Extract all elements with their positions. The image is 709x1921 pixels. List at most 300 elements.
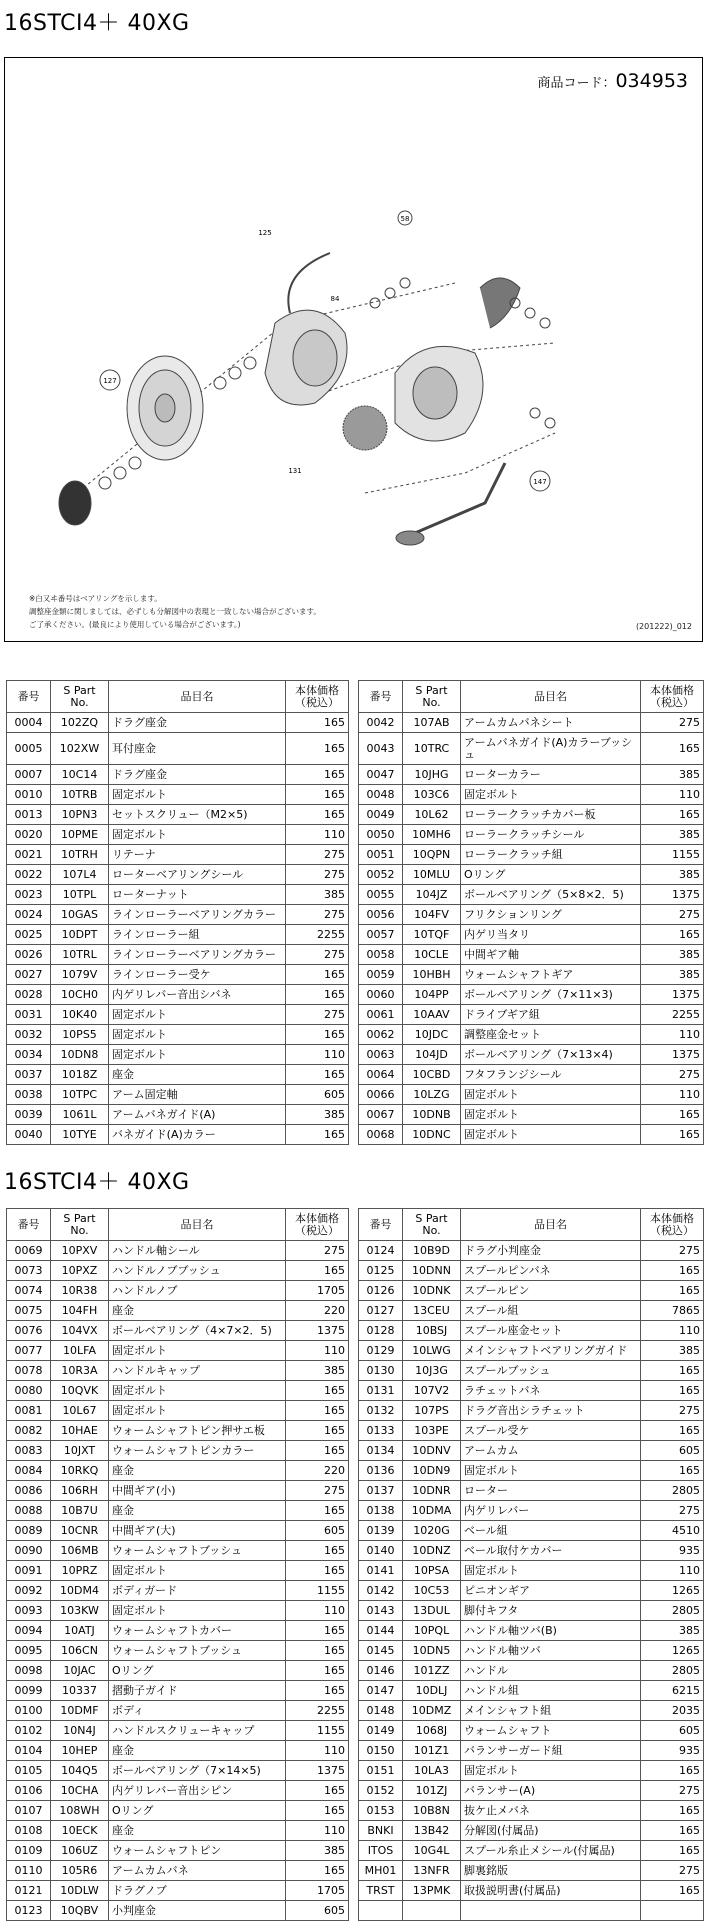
- header-price: 本体価格（税込）: [641, 1209, 704, 1241]
- part-number: 0126: [359, 1281, 403, 1301]
- part-price: 165: [641, 1881, 704, 1901]
- part-number: 0137: [359, 1481, 403, 1501]
- part-number: 0133: [359, 1421, 403, 1441]
- s-part-no: 10DNR: [403, 1481, 461, 1501]
- s-part-no: 10TQF: [403, 925, 461, 945]
- part-price: 2035: [641, 1701, 704, 1721]
- header-price: 本体価格（税込）: [286, 1209, 349, 1241]
- s-part-no: 104PP: [403, 985, 461, 1005]
- part-name: アーム固定軸: [109, 1085, 286, 1105]
- table-row: [7, 1281, 704, 1301]
- s-part-no: 10R38: [51, 1281, 109, 1301]
- part-name: スプールピン: [461, 1281, 641, 1301]
- part-number: 0129: [359, 1341, 403, 1361]
- part-price: 165: [286, 1125, 349, 1145]
- table-row: [7, 1681, 704, 1701]
- product-code-label: 商品コード：: [537, 76, 616, 91]
- part-price: 165: [286, 785, 349, 805]
- s-part-no: 10AAV: [403, 1005, 461, 1025]
- page-title-2: 16STCI4＋ 40XG: [4, 1170, 190, 1195]
- s-part-no: 105R6: [51, 1861, 109, 1881]
- table-row: [7, 1841, 704, 1861]
- part-number: 0102: [7, 1721, 51, 1741]
- part-price: 165: [286, 1421, 349, 1441]
- part-number: 0056: [359, 905, 403, 925]
- part-number: MH01: [359, 1861, 403, 1881]
- part-number: 0152: [359, 1781, 403, 1801]
- s-part-no: 10JDC: [403, 1025, 461, 1045]
- part-number: 0051: [359, 845, 403, 865]
- s-part-no: 106RH: [51, 1481, 109, 1501]
- part-number: 0024: [7, 905, 51, 925]
- part-number: 0055: [359, 885, 403, 905]
- part-price: 165: [286, 1401, 349, 1421]
- part-price: 165: [641, 1841, 704, 1861]
- part-price: 110: [286, 1821, 349, 1841]
- part-number: 0136: [359, 1461, 403, 1481]
- table-row: [7, 713, 704, 733]
- part-number: 0060: [359, 985, 403, 1005]
- part-price: 275: [641, 1241, 704, 1261]
- s-part-no: 10PS5: [51, 1025, 109, 1045]
- s-part-no: 10QPN: [403, 845, 461, 865]
- part-number: 0047: [359, 765, 403, 785]
- part-number: 0027: [7, 965, 51, 985]
- part-name: 内ゲリレバー音出シバネ: [109, 985, 286, 1005]
- header-name: 品目名: [109, 681, 286, 713]
- part-price: 1375: [641, 985, 704, 1005]
- part-price: 1265: [641, 1581, 704, 1601]
- part-name: 固定ボルト: [461, 1761, 641, 1781]
- part-number: 0123: [7, 1901, 51, 1921]
- s-part-no: 10TPL: [51, 885, 109, 905]
- diagram-label: 127: [103, 377, 117, 385]
- s-part-no: 103PE: [403, 1421, 461, 1441]
- part-price: 1375: [641, 885, 704, 905]
- s-part-no: 107PS: [403, 1401, 461, 1421]
- part-price: 2805: [641, 1661, 704, 1681]
- part-name: 固定ボルト: [461, 1105, 641, 1125]
- part-price: 165: [286, 1641, 349, 1661]
- part-price: 275: [641, 1065, 704, 1085]
- s-part-no: 10J3G: [403, 1361, 461, 1381]
- table-row: [7, 905, 704, 925]
- part-name: ハンドル軸ツバ(B): [461, 1621, 641, 1641]
- part-name: 耳付座金: [109, 733, 286, 765]
- part-name: 固定ボルト: [109, 1045, 286, 1065]
- part-number: 0068: [359, 1125, 403, 1145]
- diagram-label: 125: [258, 229, 272, 237]
- part-name: 固定ボルト: [109, 785, 286, 805]
- s-part-no: 1079V: [51, 965, 109, 985]
- part-number: 0125: [359, 1261, 403, 1281]
- s-part-no: 106CN: [51, 1641, 109, 1661]
- part-price: 275: [641, 905, 704, 925]
- s-part-no: 13NFR: [403, 1861, 461, 1881]
- part-number: 0063: [359, 1045, 403, 1065]
- part-name: 調整座金セット: [461, 1025, 641, 1045]
- part-number: 0121: [7, 1881, 51, 1901]
- table-header-row: [7, 681, 704, 713]
- table-row: [7, 1481, 704, 1501]
- part-price: 385: [641, 1621, 704, 1641]
- part-name: 座金: [109, 1301, 286, 1321]
- table-row: [7, 1241, 704, 1261]
- s-part-no: 103KW: [51, 1601, 109, 1621]
- part-number: 0144: [359, 1621, 403, 1641]
- part-price: 4510: [641, 1521, 704, 1541]
- part-price: 6215: [641, 1681, 704, 1701]
- part-price: 165: [641, 1125, 704, 1145]
- part-number: 0150: [359, 1741, 403, 1761]
- part-price: 275: [286, 945, 349, 965]
- part-name: ハンドル軸ツバ: [461, 1641, 641, 1661]
- table-row: [7, 1065, 704, 1085]
- s-part-no: 102ZQ: [51, 713, 109, 733]
- part-number: 0105: [7, 1761, 51, 1781]
- part-price: 165: [641, 1381, 704, 1401]
- s-part-no: 10C53: [403, 1581, 461, 1601]
- table-row: [7, 1761, 704, 1781]
- s-part-no: 107AB: [403, 713, 461, 733]
- table-row: [7, 1641, 704, 1661]
- s-part-no: 104FH: [51, 1301, 109, 1321]
- part-number: 0100: [7, 1701, 51, 1721]
- part-number: 0090: [7, 1541, 51, 1561]
- part-name: ラインローラーベアリングカラー: [109, 905, 286, 925]
- part-name: 中間ギア軸: [461, 945, 641, 965]
- part-number: 0095: [7, 1641, 51, 1661]
- part-name: Oリング: [109, 1801, 286, 1821]
- part-name: アームバネガイド(A): [109, 1105, 286, 1125]
- part-name: 座金: [109, 1065, 286, 1085]
- part-price: 275: [286, 845, 349, 865]
- part-price: 1265: [641, 1641, 704, 1661]
- s-part-no: 10ATJ: [51, 1621, 109, 1641]
- table-row: [7, 825, 704, 845]
- part-name: ドラグ座金: [109, 713, 286, 733]
- part-price: 7865: [641, 1301, 704, 1321]
- part-name: ウォームシャフトピン: [109, 1841, 286, 1861]
- s-part-no: 10HAE: [51, 1421, 109, 1441]
- table-header-row: [7, 1209, 704, 1241]
- part-name: ドライブギア組: [461, 1005, 641, 1025]
- part-number: 0076: [7, 1321, 51, 1341]
- part-name: ローターカラー: [461, 765, 641, 785]
- part-number: 0031: [7, 1005, 51, 1025]
- part-number: 0074: [7, 1281, 51, 1301]
- part-name: ボールベアリング（7×11×3): [461, 985, 641, 1005]
- table-row: [7, 1521, 704, 1541]
- part-number: 0005: [7, 733, 51, 765]
- table-row: [7, 1105, 704, 1125]
- part-name: 脚裏銘版: [461, 1861, 641, 1881]
- part-number: 0134: [359, 1441, 403, 1461]
- s-part-no: 10QVK: [51, 1381, 109, 1401]
- part-name: ハンドルノブブッシュ: [109, 1261, 286, 1281]
- s-part-no: 103C6: [403, 785, 461, 805]
- part-price: 275: [641, 1501, 704, 1521]
- part-number: 0037: [7, 1065, 51, 1085]
- part-name: ローターベアリングシール: [109, 865, 286, 885]
- part-name: 摺動子ガイド: [109, 1681, 286, 1701]
- part-name: ハンドル: [461, 1661, 641, 1681]
- table-row: [7, 945, 704, 965]
- part-price: 165: [286, 1065, 349, 1085]
- part-name: Oリング: [109, 1661, 286, 1681]
- s-part-no: 107L4: [51, 865, 109, 885]
- part-name: ウォームシャフトカバー: [109, 1621, 286, 1641]
- part-price: 165: [286, 1801, 349, 1821]
- part-number: 0140: [359, 1541, 403, 1561]
- header-no: 番号: [359, 681, 403, 713]
- part-number: 0023: [7, 885, 51, 905]
- s-part-no: 10QBV: [51, 1901, 109, 1921]
- part-number: 0073: [7, 1261, 51, 1281]
- header-name: 品目名: [109, 1209, 286, 1241]
- s-part-no: 101Z1: [403, 1741, 461, 1761]
- part-number: 0131: [359, 1381, 403, 1401]
- s-part-no: 10RKQ: [51, 1461, 109, 1481]
- part-number: 0091: [7, 1561, 51, 1581]
- part-name: メインシャフト組: [461, 1701, 641, 1721]
- s-part-no: 10LFA: [51, 1341, 109, 1361]
- header-spart: S Part No.: [51, 1209, 109, 1241]
- s-part-no: 1068J: [403, 1721, 461, 1741]
- part-number: 0086: [7, 1481, 51, 1501]
- part-number: 0130: [359, 1361, 403, 1381]
- part-price: 165: [641, 1261, 704, 1281]
- s-part-no: 13B42: [403, 1821, 461, 1841]
- part-name: ベール組: [461, 1521, 641, 1541]
- s-part-no: 10L62: [403, 805, 461, 825]
- part-number: 0025: [7, 925, 51, 945]
- part-price: 1375: [286, 1761, 349, 1781]
- table-row: [7, 845, 704, 865]
- part-name: ドラグ小判座金: [461, 1241, 641, 1261]
- part-price: 165: [641, 805, 704, 825]
- note-line: ※白又ヰ番号はベアリングを示します。: [29, 594, 162, 603]
- part-name: ドラグノブ: [109, 1881, 286, 1901]
- header-no: 番号: [7, 681, 51, 713]
- header-no: 番号: [7, 1209, 51, 1241]
- table-row: [7, 1661, 704, 1681]
- table-row: [7, 1801, 704, 1821]
- part-number: 0082: [7, 1421, 51, 1441]
- part-number: 0058: [359, 945, 403, 965]
- s-part-no: 10DLW: [51, 1881, 109, 1901]
- table-row: [7, 1381, 704, 1401]
- s-part-no: 10R3A: [51, 1361, 109, 1381]
- part-name: 内ゲリレバー音出シピン: [109, 1781, 286, 1801]
- s-part-no: 10DMA: [403, 1501, 461, 1521]
- s-part-no: 10MH6: [403, 825, 461, 845]
- part-name: 座金: [109, 1461, 286, 1481]
- part-name: 中間ギア(小): [109, 1481, 286, 1501]
- part-name: Oリング: [461, 865, 641, 885]
- part-price: 165: [286, 985, 349, 1005]
- diagram-label: 131: [288, 467, 302, 475]
- part-name: 内ゲリ当タリ: [461, 925, 641, 945]
- part-number: 0138: [359, 1501, 403, 1521]
- part-name: ボディ: [109, 1701, 286, 1721]
- part-number: 0039: [7, 1105, 51, 1125]
- part-price: 110: [641, 1321, 704, 1341]
- table-row: [7, 1125, 704, 1145]
- part-number: TRST: [359, 1881, 403, 1901]
- part-price: 605: [286, 1901, 349, 1921]
- table-row: [7, 733, 704, 765]
- s-part-no: 102XW: [51, 733, 109, 765]
- part-number: 0107: [7, 1801, 51, 1821]
- part-name: スプールピンバネ: [461, 1261, 641, 1281]
- part-number: 0067: [359, 1105, 403, 1125]
- part-name: スプール受ケ: [461, 1421, 641, 1441]
- part-name: ウォームシャフトブッシュ: [109, 1641, 286, 1661]
- part-price: 165: [286, 1661, 349, 1681]
- s-part-no: 10PSA: [403, 1561, 461, 1581]
- part-price: 605: [286, 1085, 349, 1105]
- parts-table-2: [6, 1208, 704, 1921]
- part-number: 0151: [359, 1761, 403, 1781]
- header-name: 品目名: [461, 681, 641, 713]
- s-part-no: 101ZJ: [403, 1781, 461, 1801]
- s-part-no: 10PXV: [51, 1241, 109, 1261]
- table-row: [7, 985, 704, 1005]
- part-price: 165: [286, 765, 349, 785]
- s-part-no: 104JD: [403, 1045, 461, 1065]
- part-name: アームカムバネ: [109, 1861, 286, 1881]
- part-name: 固定ボルト: [461, 1561, 641, 1581]
- part-price: 165: [286, 805, 349, 825]
- part-price: 385: [286, 1361, 349, 1381]
- part-name: 小判座金: [109, 1901, 286, 1921]
- part-number: 0048: [359, 785, 403, 805]
- part-number: 0081: [7, 1401, 51, 1421]
- s-part-no: 10JHG: [403, 765, 461, 785]
- table-row: [7, 1821, 704, 1841]
- part-price: 935: [641, 1741, 704, 1761]
- part-number: 0145: [359, 1641, 403, 1661]
- s-part-no: 10PRZ: [51, 1561, 109, 1581]
- part-name: アームカムバネシート: [461, 713, 641, 733]
- part-number: 0050: [359, 825, 403, 845]
- part-price: 275: [641, 1781, 704, 1801]
- s-part-no: 10MLU: [403, 865, 461, 885]
- parts-table-1: [6, 680, 704, 1145]
- part-price: 2805: [641, 1601, 704, 1621]
- table-row: [7, 885, 704, 905]
- part-name: 内ゲリレバー: [461, 1501, 641, 1521]
- part-name: 取扱説明書(付属品): [461, 1881, 641, 1901]
- part-price: 605: [286, 1521, 349, 1541]
- table-row: [7, 1085, 704, 1105]
- part-name: 固定ボルト: [109, 1401, 286, 1421]
- part-number: 0108: [7, 1821, 51, 1841]
- part-name: ドラグ座金: [109, 765, 286, 785]
- part-number: 0004: [7, 713, 51, 733]
- part-name: スプール組: [461, 1301, 641, 1321]
- part-number: 0128: [359, 1321, 403, 1341]
- part-name: 固定ボルト: [109, 1561, 286, 1581]
- part-price: 385: [641, 825, 704, 845]
- part-name: 分解図(付属品): [461, 1821, 641, 1841]
- part-name: メインシャフトベアリングガイド: [461, 1341, 641, 1361]
- product-code: [537, 70, 688, 92]
- part-number: 0038: [7, 1085, 51, 1105]
- part-price: 110: [286, 1341, 349, 1361]
- s-part-no: 10TPC: [51, 1085, 109, 1105]
- part-number: 0093: [7, 1601, 51, 1621]
- part-name: バランサー(A): [461, 1781, 641, 1801]
- part-number: 0141: [359, 1561, 403, 1581]
- s-part-no: 10PQL: [403, 1621, 461, 1641]
- s-part-no: 13PMK: [403, 1881, 461, 1901]
- part-price: 275: [286, 1005, 349, 1025]
- s-part-no: 10DNK: [403, 1281, 461, 1301]
- table-row: [7, 1701, 704, 1721]
- header-no: 番号: [359, 1209, 403, 1241]
- exploded-view-drawing: [35, 173, 655, 583]
- part-price: 275: [641, 1861, 704, 1881]
- product-code-value: 034953: [615, 70, 688, 92]
- s-part-no: 10DNN: [403, 1261, 461, 1281]
- part-number: 0092: [7, 1581, 51, 1601]
- part-price: 220: [286, 1461, 349, 1481]
- s-part-no: 10TYE: [51, 1125, 109, 1145]
- s-part-no: 10TRC: [403, 733, 461, 765]
- part-price: 165: [641, 1801, 704, 1821]
- part-name: 座金: [109, 1821, 286, 1841]
- part-price: 1375: [286, 1321, 349, 1341]
- part-price: 165: [286, 1025, 349, 1045]
- part-number: 0139: [359, 1521, 403, 1541]
- table-row: [7, 1581, 704, 1601]
- part-price: 110: [286, 825, 349, 845]
- part-price: 165: [641, 1281, 704, 1301]
- part-price: 1375: [641, 1045, 704, 1065]
- diagram-label: 58: [400, 215, 410, 223]
- table-row: [7, 1421, 704, 1441]
- part-number: 0020: [7, 825, 51, 845]
- s-part-no: 104Q5: [51, 1761, 109, 1781]
- part-number: 0077: [7, 1341, 51, 1361]
- part-name: ラインローラー組: [109, 925, 286, 945]
- s-part-no: 10B9D: [403, 1241, 461, 1261]
- part-name: アームバネガイド(A)カラーブッシュ: [461, 733, 641, 765]
- s-part-no: 1020G: [403, 1521, 461, 1541]
- part-price: 165: [641, 733, 704, 765]
- part-name: ウォームシャフト: [461, 1721, 641, 1741]
- part-price: 165: [641, 925, 704, 945]
- s-part-no: 10K40: [51, 1005, 109, 1025]
- part-price: 110: [641, 1025, 704, 1045]
- part-price: 165: [641, 1761, 704, 1781]
- s-part-no: 104JZ: [403, 885, 461, 905]
- part-price: 110: [286, 1741, 349, 1761]
- part-number: BNKI: [359, 1821, 403, 1841]
- part-number: 0022: [7, 865, 51, 885]
- part-number: 0043: [359, 733, 403, 765]
- s-part-no: 10DN8: [51, 1045, 109, 1065]
- s-part-no: 10DM4: [51, 1581, 109, 1601]
- part-price: 165: [286, 1381, 349, 1401]
- s-part-no: 10DLJ: [403, 1681, 461, 1701]
- part-name: ラチェットバネ: [461, 1381, 641, 1401]
- part-price: 165: [286, 713, 349, 733]
- part-name: ハンドルキャップ: [109, 1361, 286, 1381]
- part-name: 脚付キフタ: [461, 1601, 641, 1621]
